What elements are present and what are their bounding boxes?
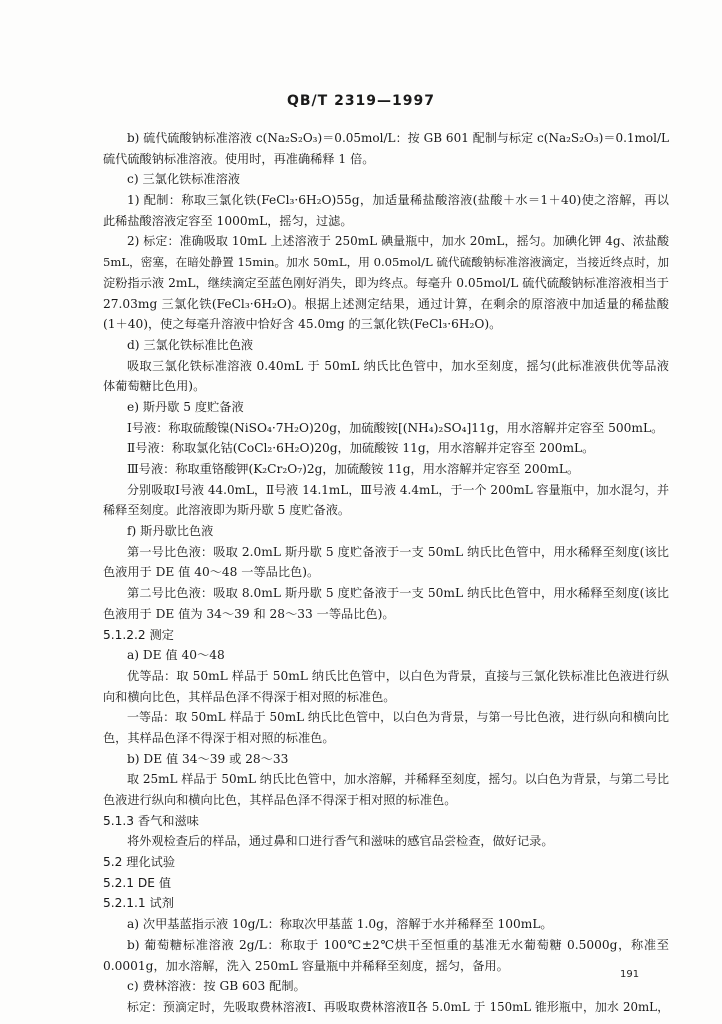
text-line: 5mL，密塞，在暗处静置 15min。加水 50mL，用 0.05mol/L 硫代硫酸钠标准溶液滴定，当接近终点时，加: [103, 255, 669, 270]
text-line: 1) 配制：称取三氯化铁(FeCl₃·6H₂O)55g，加适量稀盐酸溶液(盐酸＋水＝1＋40)使之溶解，再以: [127, 193, 669, 208]
section-heading: 5.2.1 DE 值: [103, 875, 172, 890]
text-line: c) 三氯化铁标准溶液: [127, 172, 240, 187]
text-line: Ⅱ号液：称取氯化钴(CoCl₂·6H₂O)20g，加硫酸铵 11g，用水溶解并定容至 200mL。: [127, 441, 595, 456]
text-line: 色，其样品色泽不得深于相对照的标准色。: [103, 730, 335, 745]
text-line: c) 费林溶液：按 GB 603 配制。: [127, 979, 306, 994]
text-line: 体葡萄糖比色用)。: [103, 379, 206, 394]
text-line: f) 斯丹歇比色液: [127, 524, 214, 539]
text-line: 将外观检查后的样品，通过鼻和口进行香气和滋味的感官品尝检查，做好记录。: [127, 834, 554, 849]
text-line: b) 硫代硫酸钠标准溶液 c(Na₂S₂O₃)＝0.05mol/L：按 GB 601 配制与标定 c(Na₂S₂O₃)＝0.1mol/L: [127, 131, 669, 145]
text-line: 第二号比色液：吸取 8.0mL 斯丹歇 5 度贮备液于一支 50mL 纳氏比色管中，用水稀释至刻度(该比: [127, 586, 669, 601]
text-line: a) 次甲基蓝指示液 10g/L：称取次甲基蓝 1.0g，溶解于水并稀释至 100mL。: [127, 917, 553, 932]
section-heading: 5.1.3 香气和滋味: [103, 813, 199, 828]
body-text: [103, 128, 669, 1018]
text-line: 取 25mL 样品于 50mL 纳氏比色管中，加水溶解，并稀释至刻度，摇匀。以白色为背景，与第二号比: [127, 772, 669, 787]
text-line: Ⅲ号液：称取重铬酸钾(K₂Cr₂O₇)2g，加硫酸铵 11g，用水溶解并定容至 200mL。: [127, 462, 580, 476]
text-line: Ⅰ号液：称取硫酸镍(NiSO₄·7H₂O)20g，加硫酸铵[(NH₄)₂SO₄]11g，用水溶解并定容至 500mL。: [127, 420, 664, 435]
section-heading: 5.2.1.1 试剂: [103, 896, 174, 911]
text-line: 吸取三氯化铁标准溶液 0.40mL 于 50mL 纳氏比色管中，加水至刻度，摇匀(此标准液供优等品液: [127, 358, 669, 373]
text-line: 2) 标定：准确吸取 10mL 上述溶液于 250mL 碘量瓶中，加水 20mL，摇匀。加碘化钾 4g、浓盐酸: [127, 234, 669, 249]
text-line: e) 斯丹歇 5 度贮备液: [127, 399, 244, 414]
text-line: 第一号比色液：吸取 2.0mL 斯丹歇 5 度贮备液于一支 50mL 纳氏比色管中，用水稀释至刻度(该比: [127, 544, 669, 559]
text-line: 淀粉指示液 2mL，继续滴定至蓝色刚好消失，即为终点。每毫升 0.05mol/L 硫代硫酸钠标准溶液相当于: [103, 275, 669, 290]
text-line: a) DE 值 40～48: [127, 648, 225, 663]
text-line: 色液用于 DE 值 40～48 一等品比色)。: [103, 565, 320, 580]
text-line: 色液进行纵向和横向比色，其样品色泽不得深于相对照的标准色。: [103, 793, 457, 807]
text-line: 硫代硫酸钠标准溶液。使用时，再准确稀释 1 倍。: [103, 151, 375, 166]
text-line: 27.03mg 三氯化铁(FeCl₃·6H₂O)。根据上述测定结果，通过计算，在剩余的原溶液中加适量的稀盐酸: [103, 296, 669, 311]
text-line: d) 三氯化铁标准比色液: [127, 337, 254, 352]
section-heading: 5.1.2.2 测定: [103, 627, 174, 642]
text-line: 分别吸取Ⅰ号液 44.0mL，Ⅱ号液 14.1mL，Ⅲ号液 4.4mL，于一个 200mL 容量瓶中，加水混匀，并: [127, 482, 669, 497]
text-line: 向和横向比色，其样品色泽不得深于相对照的标准色。: [103, 689, 396, 704]
text-line: 0.0001g，加水溶解，洗入 250mL 容量瓶中并稀释至刻度，摇匀，备用。: [103, 958, 509, 973]
text-line: 优等品：取 50mL 样品于 50mL 纳氏比色管中，以白色为背景，直接与三氯化铁标准比色液进行纵: [127, 668, 669, 683]
text-line: 稀释至刻度。此溶液即为斯丹歇 5 度贮备液。: [103, 503, 351, 518]
text-line: 色液用于 DE 值为 34～39 和 28～33 一等品比色)。: [103, 606, 395, 621]
text-line: (1＋40)，使之每毫升溶液中恰好含 45.0mg 的三氯化铁(FeCl₃·6H₂O)。: [103, 317, 502, 332]
page-header: QB/T 2319—1997: [286, 93, 436, 109]
text-line: b) 葡萄糖标准溶液 2g/L：称取于 100℃±2℃烘干至恒重的基准无水葡萄糖 0.5000g，称准至: [127, 937, 669, 952]
text-line: 此稀盐酸溶液定容至 1000mL，摇匀，过滤。: [103, 213, 353, 228]
text-line: 标定：预滴定时，先吸取费林溶液Ⅰ、再吸取费林溶液Ⅱ各 5.0mL 于 150mL 锥形瓶中，加水 20mL，: [127, 999, 669, 1014]
text-line: 一等品：取 50mL 样品于 50mL 纳氏比色管中，以白色为背景，与第一号比色液，进行纵向和横向比: [127, 710, 669, 725]
text-line: b) DE 值 34～39 或 28～33: [127, 751, 289, 766]
section-heading: 5.2 理化试验: [103, 855, 176, 870]
page-number: 191: [620, 969, 640, 980]
